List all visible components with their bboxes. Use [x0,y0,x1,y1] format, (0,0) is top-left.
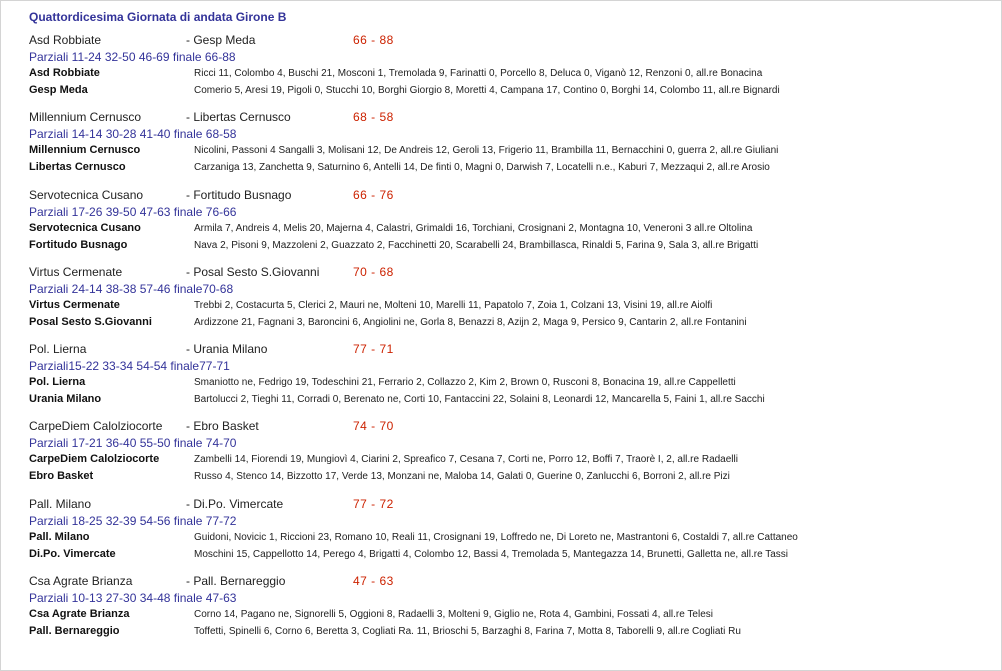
game-block [29,33,989,103]
team-name: Asd Robbiate [29,67,100,79]
home-team: Pol. Lierna [29,342,87,356]
home-team: Asd Robbiate [29,33,102,47]
team-name: Millennium Cernusco [29,144,141,156]
player-list: Ricci 11, Colombo 4, Buschi 21, Mosconi 1, Tremolada 9, Farinatti 0, Porcello 8, Deluca 0, Viganò 12, Renzoni 0, all.re Bonacina [194,68,763,79]
team-name: Virtus Cermenate [29,299,120,311]
final-score: 47 - 63 [353,574,394,588]
final-score: 66 - 88 [353,33,394,47]
away-team: - Ebro Basket [186,419,259,433]
player-list: Zambelli 14, Fiorendi 19, Mungiovì 4, Ciarini 2, Spreafico 7, Cesana 7, Corti ne, Porro 12, Boffi 7, Traorè I, 2, all.re Radaelli [194,454,738,465]
team-name: Pall. Milano [29,531,90,543]
final-score: 77 - 72 [353,497,394,511]
player-list: Nicolini, Passoni 4 Sangalli 3, Molisani 12, De Andreis 12, Geroli 13, Frigerio 11, Brambilla 11, Bernacchini 0, guerra 2, all.re Giuliani [194,145,779,156]
final-score: 77 - 71 [353,342,394,356]
final-score: 68 - 58 [353,110,394,124]
team-name: Gesp Meda [29,84,88,96]
team-name: Csa Agrate Brianza [29,608,130,620]
player-list: Ardizzone 21, Fagnani 3, Baroncini 6, Angiolini ne, Gorla 8, Benazzi 8, Azijn 2, Maga 9, Persico 9, Cantarin 2, all.re Fontanini [194,317,747,328]
partial-scores: Parziali 17-21 36-40 55-50 finale 74-70 [29,436,237,450]
away-team: - Libertas Cernusco [186,110,291,124]
player-list: Russo 4, Stenco 14, Bizzotto 17, Verde 13, Monzani ne, Maloba 14, Galati 0, Guerine 0, Zanlucchi 6, Borroni 2, all.re Pizi [194,471,730,482]
home-team: Servotecnica Cusano [29,188,144,202]
partial-scores: Parziali 18-25 32-39 54-56 finale 77-72 [29,514,237,528]
partial-scores: Parziali 14-14 30-28 41-40 finale 68-58 [29,127,237,141]
player-list: Smaniotto ne, Fedrigo 19, Todeschini 21, Ferrario 2, Collazzo 2, Kim 2, Brown 0, Rusconi 8, Bonacina 19, all.re Cappelletti [194,377,736,388]
game-block [29,265,989,335]
player-list: Corno 14, Pagano ne, Signorelli 5, Oggioni 8, Radaelli 3, Molteni 9, Giglio ne, Rota 4, Gambini, Fossati 4, all.re Telesi [194,609,713,620]
player-list: Comerio 5, Aresi 19, Pigoli 0, Stucchi 10, Borghi Giorgio 8, Moretti 4, Campana 17, Contino 0, Borghi 14, Colombo 11, all.re Bignardi [194,85,780,96]
away-team: - Urania Milano [186,342,268,356]
home-team: Pall. Milano [29,497,92,511]
away-team: - Posal Sesto S.Giovanni [186,265,320,279]
team-name: Libertas Cernusco [29,161,126,173]
player-list: Nava 2, Pisoni 9, Mazzoleni 2, Guazzato 2, Facchinetti 20, Scarabelli 24, Brambillasca, Rinaldi 5, Farina 9, Sala 3, all.re Brigatti [194,240,759,251]
game-block [29,110,989,180]
player-list: Guidoni, Novicic 1, Riccioni 23, Romano 10, Reali 11, Crosignani 19, Loffredo ne, Di Loreto ne, Mastrantoni 6, Costaldi 7, all.re Cattaneo [194,532,798,543]
game-block [29,419,989,489]
game-block [29,574,989,644]
page-title: Quattordicesima Giornata di andata Girone B [29,10,287,24]
team-name: Pol. Lierna [29,376,86,388]
game-block [29,188,989,258]
partial-scores: Parziali15-22 33-34 54-54 finale77-71 [29,359,230,373]
team-name: Fortitudo Busnago [29,239,128,251]
away-team: - Pall. Bernareggio [186,574,286,588]
team-name: Pall. Bernareggio [29,625,120,637]
home-team: Csa Agrate Brianza [29,574,133,588]
player-list: Trebbi 2, Costacurta 5, Clerici 2, Mauri ne, Molteni 10, Marelli 11, Papatolo 7, Zoia 1, Colzani 13, Visini 19, all.re Aiolfi [194,300,713,311]
game-block [29,497,989,567]
home-team: Millennium Cernusco [29,110,142,124]
game-block [29,342,989,412]
team-name: CarpeDiem Calolziocorte [29,453,160,465]
home-team: CarpeDiem Calolziocorte [29,419,163,433]
team-name: Di.Po. Vimercate [29,548,116,560]
away-team: - Gesp Meda [186,33,256,47]
partial-scores: Parziali 10-13 27-30 34-48 finale 47-63 [29,591,237,605]
final-score: 66 - 76 [353,188,394,202]
player-list: Carzaniga 13, Zanchetta 9, Saturnino 6, Antelli 14, De finti 0, Magni 0, Darwish 7, Locatelli n.e., Kaburi 7, Mezzaqui 2, all.re Arosio [194,162,770,173]
player-list: Moschini 15, Cappellotto 14, Perego 4, Brigatti 4, Colombo 12, Bassi 4, Tremolada 5, Mantegazza 14, Brunetti, Galletta ne, all.re Tassi [194,549,789,560]
away-team: - Fortitudo Busnago [186,188,292,202]
partial-scores: Parziali 24-14 38-38 57-46 finale70-68 [29,282,234,296]
player-list: Toffetti, Spinelli 6, Corno 6, Beretta 3, Cogliati Ra. 11, Brioschi 5, Barzaghi 8, Farina 7, Motta 8, Taborelli 9, all.re Cogliati Ru [194,626,741,637]
away-team: - Di.Po. Vimercate [186,497,284,511]
team-name: Posal Sesto S.Giovanni [29,316,152,328]
player-list: Armila 7, Andreis 4, Melis 20, Majerna 4, Calastri, Grimaldi 16, Torchiani, Crosignani 2, Montagna 10, Veneroni 3 all.re Oltolina [194,223,753,234]
team-name: Urania Milano [29,393,102,405]
player-list: Bartolucci 2, Tieghi 11, Corradi 0, Berenato ne, Corti 10, Fantaccini 22, Solaini 8, Leonardi 12, Mancarella 5, Faini 1, all.re Sacchi [194,394,765,405]
partial-scores: Parziali 17-26 39-50 47-63 finale 76-66 [29,205,237,219]
final-score: 74 - 70 [353,419,394,433]
final-score: 70 - 68 [353,265,394,279]
team-name: Ebro Basket [29,470,94,482]
home-team: Virtus Cermenate [29,265,123,279]
partial-scores: Parziali 11-24 32-50 46-69 finale 66-88 [29,50,236,64]
team-name: Servotecnica Cusano [29,222,141,234]
